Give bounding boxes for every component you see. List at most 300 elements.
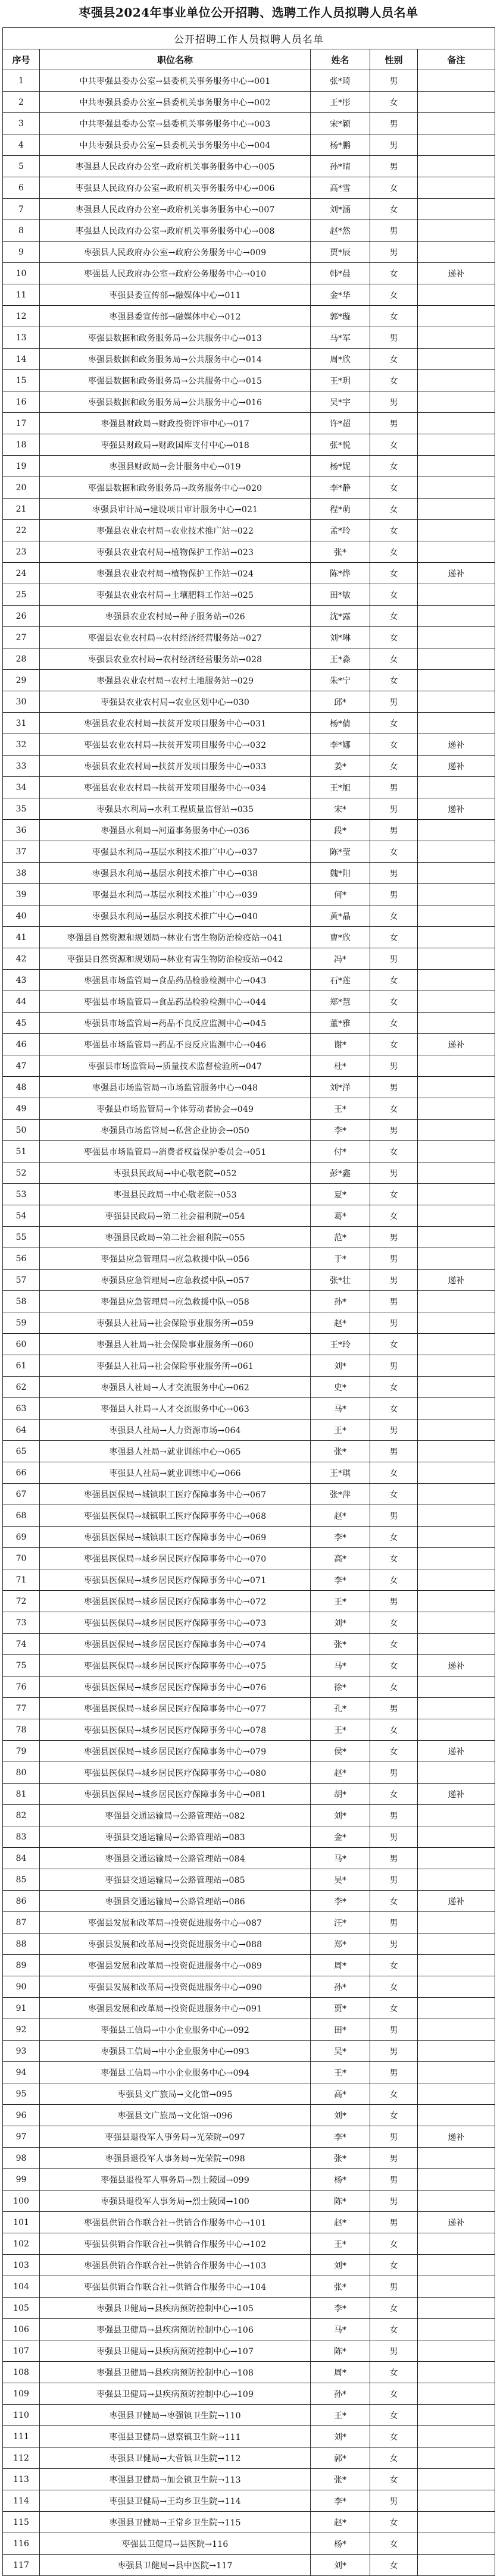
row-name: 周* (311, 1955, 370, 1976)
table-row (3, 370, 495, 391)
row-index: 74 (3, 1634, 40, 1655)
row-position: 枣强县退役军人事务局→烈士陵园→100 (40, 2190, 311, 2212)
table-row (3, 1141, 495, 1162)
row-gender: 女 (370, 606, 418, 627)
row-position: 枣强县民政局→第二社会福利院→055 (40, 1227, 311, 1248)
row-name: 高* (311, 1548, 370, 1569)
row-name: 沈*露 (311, 606, 370, 627)
row-remark (418, 2190, 495, 2212)
row-name: 李* (311, 2490, 370, 2512)
table-row (3, 1013, 495, 1034)
row-gender: 女 (370, 970, 418, 991)
row-remark (418, 1248, 495, 1270)
row-index: 77 (3, 1698, 40, 1719)
table-row (3, 1505, 495, 1527)
table-row (3, 1398, 495, 1419)
table-row (3, 841, 495, 863)
row-remark (418, 456, 495, 477)
table-row (3, 1270, 495, 1291)
row-name: 范* (311, 1227, 370, 1248)
row-remark (418, 1955, 495, 1976)
row-remark (418, 70, 495, 92)
row-position: 枣强县医保局→城乡居民医疗保障事务中心→075 (40, 1655, 311, 1676)
row-name: 王*淼 (311, 648, 370, 670)
row-gender: 女 (370, 1612, 418, 1634)
row-index: 40 (3, 905, 40, 927)
row-position: 枣强县退役军人事务局→光荣院→098 (40, 2148, 311, 2169)
row-index: 112 (3, 2447, 40, 2469)
row-name: 张* (311, 2276, 370, 2298)
row-remark: 递补 (418, 798, 495, 820)
table-row (3, 327, 495, 349)
row-remark (418, 1484, 495, 1505)
row-index: 101 (3, 2212, 40, 2233)
row-index: 43 (3, 970, 40, 991)
row-position: 枣强县民政局→中心敬老院→053 (40, 1184, 311, 1205)
row-remark (418, 627, 495, 648)
row-index: 35 (3, 798, 40, 820)
row-gender: 男 (370, 691, 418, 713)
row-position: 枣强县水利局→河道事务服务中心→036 (40, 820, 311, 841)
row-remark: 递补 (418, 263, 495, 284)
row-remark (418, 1312, 495, 1334)
row-remark (418, 349, 495, 370)
table-row (3, 1826, 495, 1848)
row-name: 谢* (311, 1034, 370, 1055)
row-position: 枣强县人民政府办公室→政府机关事务服务中心→007 (40, 199, 311, 220)
row-index: 80 (3, 1762, 40, 1784)
row-remark (418, 1162, 495, 1184)
row-index: 107 (3, 2340, 40, 2362)
row-name: 郭* (311, 2447, 370, 2469)
table-row (3, 1591, 495, 1612)
table-row (3, 756, 495, 777)
row-index: 114 (3, 2490, 40, 2512)
row-position: 枣强县市场监管局→质量技术监督检验所→047 (40, 1055, 311, 1077)
row-position: 枣强县医保局→城乡居民医疗保障事务中心→078 (40, 1719, 311, 1741)
row-remark (418, 391, 495, 413)
table-row (3, 2148, 495, 2169)
row-name: 李* (311, 1891, 370, 1912)
row-index: 83 (3, 1826, 40, 1848)
table-row (3, 177, 495, 199)
table-row (3, 670, 495, 691)
row-index: 52 (3, 1162, 40, 1184)
row-gender: 男 (370, 1698, 418, 1719)
row-remark: 递补 (418, 1655, 495, 1676)
row-gender: 女 (370, 756, 418, 777)
row-position: 枣强县卫健局→县疾病预防控制中心→109 (40, 2383, 311, 2405)
row-name: 张* (311, 1441, 370, 1462)
row-name: 陈* (311, 2340, 370, 2362)
row-name: 姜* (311, 756, 370, 777)
row-index: 44 (3, 991, 40, 1013)
row-gender: 男 (370, 1120, 418, 1141)
table-row (3, 477, 495, 499)
row-remark (418, 1676, 495, 1698)
table-row (3, 220, 495, 242)
row-index: 72 (3, 1591, 40, 1612)
table-row (3, 1548, 495, 1569)
row-index: 50 (3, 1120, 40, 1141)
row-index: 90 (3, 1976, 40, 1998)
row-name: 刘* (311, 2555, 370, 2576)
row-gender: 女 (370, 2319, 418, 2340)
row-gender: 女 (370, 1334, 418, 1355)
row-name: 魏*阳 (311, 863, 370, 884)
row-name: 李* (311, 1527, 370, 1548)
row-remark (418, 541, 495, 563)
row-gender: 男 (370, 113, 418, 134)
row-gender: 男 (370, 2041, 418, 2062)
row-gender: 男 (370, 1848, 418, 1869)
row-remark (418, 2083, 495, 2105)
table-row (3, 777, 495, 798)
row-name: 王* (311, 1719, 370, 1741)
row-name: 孔* (311, 1698, 370, 1719)
col-header-name: 姓名 (311, 49, 370, 70)
row-index: 25 (3, 584, 40, 606)
row-position: 枣强县卫健局→县疾病预防控制中心→106 (40, 2319, 311, 2340)
row-index: 28 (3, 648, 40, 670)
row-position: 枣强县医保局→城乡居民医疗保障事务中心→077 (40, 1698, 311, 1719)
row-remark: 递补 (418, 2126, 495, 2148)
row-gender: 女 (370, 2298, 418, 2319)
row-position: 枣强县民政局→第二社会福利院→054 (40, 1205, 311, 1227)
row-name: 马*军 (311, 327, 370, 349)
row-index: 8 (3, 220, 40, 242)
table-row (3, 541, 495, 563)
row-name: 郭*璇 (311, 306, 370, 327)
table-row (3, 905, 495, 927)
row-position: 枣强县水利局→基层水利技术推广中心→039 (40, 884, 311, 905)
row-index: 48 (3, 1077, 40, 1098)
row-position: 枣强县财政局→会计服务中心→019 (40, 456, 311, 477)
row-index: 34 (3, 777, 40, 798)
row-name: 宋*颖 (311, 113, 370, 134)
table-row (3, 1612, 495, 1634)
table-row (3, 2469, 495, 2490)
row-position: 枣强县应急管理局→应急救援中队→058 (40, 1291, 311, 1312)
table-row (3, 499, 495, 520)
row-index: 75 (3, 1655, 40, 1676)
row-gender: 女 (370, 713, 418, 734)
row-gender: 女 (370, 1398, 418, 1419)
row-position: 枣强县水利局→基层水利技术推广中心→037 (40, 841, 311, 863)
row-index: 36 (3, 820, 40, 841)
row-name: 周*欣 (311, 349, 370, 370)
row-gender: 女 (370, 1013, 418, 1034)
row-name: 张*壮 (311, 1270, 370, 1291)
row-position: 枣强县财政局→财政投资评审中心→017 (40, 413, 311, 434)
table-row (3, 1184, 495, 1205)
row-position: 枣强县卫健局→县疾病预防控制中心→107 (40, 2340, 311, 2362)
row-name: 马* (311, 2319, 370, 2340)
row-name: 马* (311, 1848, 370, 1869)
row-position: 枣强县医保局→城乡居民医疗保障事务中心→071 (40, 1569, 311, 1591)
row-position: 枣强县退役军人事务局→烈士陵园→099 (40, 2169, 311, 2190)
row-name: 孙* (311, 1291, 370, 1312)
table-row (3, 2405, 495, 2426)
row-index: 29 (3, 670, 40, 691)
row-name: 刘*琳 (311, 627, 370, 648)
row-position: 枣强县自然资源和规划局→林业有害生物防治检疫站→042 (40, 948, 311, 970)
row-index: 38 (3, 863, 40, 884)
row-position: 枣强县农业农村局→扶贫开发项目服务中心→032 (40, 734, 311, 756)
row-index: 109 (3, 2383, 40, 2405)
row-name: 杨*妮 (311, 456, 370, 477)
table-row (3, 970, 495, 991)
row-position: 枣强县农业农村局→农村经济经营服务站→028 (40, 648, 311, 670)
table-row (3, 1784, 495, 1805)
row-gender: 女 (370, 1634, 418, 1655)
hire-list-table (2, 27, 495, 2576)
row-index: 73 (3, 1612, 40, 1634)
table-row (3, 92, 495, 113)
row-gender: 女 (370, 841, 418, 863)
table-row (3, 1933, 495, 1955)
row-gender: 男 (370, 2126, 418, 2148)
row-gender: 女 (370, 1548, 418, 1569)
row-remark (418, 1205, 495, 1227)
row-index: 61 (3, 1355, 40, 1377)
row-remark (418, 1055, 495, 1077)
row-gender: 女 (370, 1141, 418, 1162)
row-name: 张* (311, 2469, 370, 2490)
row-name: 吴* (311, 1869, 370, 1891)
row-position: 枣强县人民政府办公室→政府机关事务服务中心→008 (40, 220, 311, 242)
row-position: 枣强县数据和政务服务局→公共服务中心→014 (40, 349, 311, 370)
row-index: 45 (3, 1013, 40, 1034)
row-index: 2 (3, 92, 40, 113)
table-row (3, 2169, 495, 2190)
row-name: 张*悦 (311, 434, 370, 456)
row-remark (418, 841, 495, 863)
row-gender: 女 (370, 627, 418, 648)
table-row (3, 927, 495, 948)
table-row (3, 2212, 495, 2233)
row-name: 陈* (311, 2190, 370, 2212)
row-position: 枣强县发展和改革局→投资促进服务中心→088 (40, 1933, 311, 1955)
row-name: 李*娜 (311, 734, 370, 756)
row-index: 1 (3, 70, 40, 92)
row-name: 朱*宁 (311, 670, 370, 691)
row-position: 枣强县医保局→城乡居民医疗保障事务中心→079 (40, 1741, 311, 1762)
row-index: 46 (3, 1034, 40, 1055)
row-gender: 女 (370, 2405, 418, 2426)
row-position: 枣强县审计局→建设项目审计服务中心→021 (40, 499, 311, 520)
table-row (3, 1098, 495, 1120)
row-name: 彭*鑫 (311, 1162, 370, 1184)
row-gender: 女 (370, 2469, 418, 2490)
row-gender: 女 (370, 1205, 418, 1227)
row-remark (418, 2447, 495, 2469)
row-remark: 递补 (418, 756, 495, 777)
row-index: 16 (3, 391, 40, 413)
row-name: 吴* (311, 2041, 370, 2062)
row-gender: 男 (370, 1055, 418, 1077)
row-position: 枣强县供销合作联合社→供销合作服务中心→103 (40, 2255, 311, 2276)
row-position: 枣强县交通运输局→公路管理站→082 (40, 1805, 311, 1826)
row-index: 31 (3, 713, 40, 734)
table-row (3, 113, 495, 134)
row-gender: 女 (370, 2255, 418, 2276)
row-name: 杨* (311, 2169, 370, 2190)
row-index: 92 (3, 2019, 40, 2041)
row-gender: 女 (370, 2512, 418, 2533)
row-index: 106 (3, 2319, 40, 2340)
row-position: 枣强县卫健局→县医院→116 (40, 2533, 311, 2555)
row-position: 枣强县水利局→基层水利技术推广中心→038 (40, 863, 311, 884)
row-name: 刘* (311, 2105, 370, 2126)
row-gender: 女 (370, 370, 418, 391)
row-index: 96 (3, 2105, 40, 2126)
row-remark (418, 1141, 495, 1162)
row-index: 4 (3, 134, 40, 156)
table-row (3, 1527, 495, 1548)
row-remark (418, 1912, 495, 1933)
row-gender: 男 (370, 1505, 418, 1527)
row-gender: 女 (370, 1955, 418, 1976)
table-row (3, 2512, 495, 2533)
row-remark (418, 1441, 495, 1462)
row-index: 116 (3, 2533, 40, 2555)
row-gender: 女 (370, 1527, 418, 1548)
row-name: 刘*涵 (311, 199, 370, 220)
row-position: 枣强县农业农村局→农村经济经营服务站→027 (40, 627, 311, 648)
row-gender: 女 (370, 434, 418, 456)
row-index: 113 (3, 2469, 40, 2490)
row-name: 刘* (311, 1612, 370, 1634)
table-row (3, 1655, 495, 1676)
row-remark (418, 1462, 495, 1484)
row-gender: 女 (370, 2105, 418, 2126)
row-name: 李* (311, 1120, 370, 1141)
row-position: 枣强县卫健局→县疾病预防控制中心→108 (40, 2362, 311, 2383)
row-name: 胡* (311, 1784, 370, 1805)
row-remark (418, 1848, 495, 1869)
row-gender: 女 (370, 2383, 418, 2405)
row-index: 103 (3, 2255, 40, 2276)
row-position: 枣强县市场监管局→个体劳动者协会→049 (40, 1098, 311, 1120)
row-gender: 女 (370, 734, 418, 756)
row-gender: 女 (370, 284, 418, 306)
row-remark (418, 991, 495, 1013)
row-position: 枣强县卫健局→县中医院→117 (40, 2555, 311, 2576)
table-row (3, 2062, 495, 2083)
row-index: 64 (3, 1419, 40, 1441)
row-index: 87 (3, 1912, 40, 1933)
row-position: 枣强县人社局→社会保险事业服务所→059 (40, 1312, 311, 1334)
row-position: 枣强县人民政府办公室→政府公务服务中心→010 (40, 263, 311, 284)
table-row (3, 1205, 495, 1227)
table-row (3, 734, 495, 756)
row-name: 赵* (311, 2512, 370, 2533)
row-remark (418, 1398, 495, 1419)
row-position: 枣强县农业农村局→扶贫开发项目服务中心→031 (40, 713, 311, 734)
row-gender: 男 (370, 1912, 418, 1933)
row-index: 23 (3, 541, 40, 563)
row-position: 枣强县数据和政务服务局→政务服务中心→020 (40, 477, 311, 499)
row-gender: 女 (370, 584, 418, 606)
row-name: 周* (311, 2362, 370, 2383)
row-gender: 男 (370, 70, 418, 92)
table-row (3, 134, 495, 156)
table-row (3, 691, 495, 713)
row-index: 33 (3, 756, 40, 777)
row-remark (418, 1013, 495, 1034)
row-name: 赵* (311, 1505, 370, 1527)
row-remark: 递补 (418, 1891, 495, 1912)
row-gender: 男 (370, 1591, 418, 1612)
row-gender: 女 (370, 563, 418, 584)
table-row (3, 2319, 495, 2340)
row-index: 26 (3, 606, 40, 627)
row-position: 枣强县市场监管局→食品药品检验检测中心→044 (40, 991, 311, 1013)
row-position: 枣强县供销合作联合社→供销合作服务中心→101 (40, 2212, 311, 2233)
row-gender: 女 (370, 456, 418, 477)
row-name: 孙* (311, 1976, 370, 1998)
row-name: 杨*倩 (311, 713, 370, 734)
row-name: 金*华 (311, 284, 370, 306)
row-gender: 男 (370, 1441, 418, 1462)
row-name: 董*雅 (311, 1013, 370, 1034)
table-row (3, 2083, 495, 2105)
row-remark (418, 413, 495, 434)
table-row (3, 1120, 495, 1141)
row-remark (418, 2426, 495, 2447)
row-position: 枣强县文广旅局→文化馆→096 (40, 2105, 311, 2126)
row-remark (418, 1762, 495, 1784)
row-remark (418, 2469, 495, 2490)
row-position: 枣强县农业农村局→植物保护工作站→024 (40, 563, 311, 584)
row-index: 67 (3, 1484, 40, 1505)
table-row (3, 284, 495, 306)
row-gender: 男 (370, 2212, 418, 2233)
table-row (3, 1055, 495, 1077)
row-remark (418, 1933, 495, 1955)
row-position: 枣强县自然资源和规划局→林业有害生物防治检疫站→041 (40, 927, 311, 948)
row-gender: 男 (370, 1355, 418, 1377)
row-remark (418, 306, 495, 327)
row-remark (418, 1548, 495, 1569)
table-row (3, 1634, 495, 1655)
row-name: 王*琪 (311, 1462, 370, 1484)
row-name: 李* (311, 1569, 370, 1591)
row-position: 枣强县数据和政务服务局→公共服务中心→016 (40, 391, 311, 413)
row-name: 黄*晶 (311, 905, 370, 927)
row-gender: 女 (370, 1784, 418, 1805)
row-gender: 男 (370, 413, 418, 434)
table-row (3, 306, 495, 327)
row-name: 宋* (311, 798, 370, 820)
row-name: 高* (311, 2083, 370, 2105)
row-index: 91 (3, 1998, 40, 2019)
row-position: 枣强县卫健局→枣强镇卫生院→110 (40, 2405, 311, 2426)
row-gender: 男 (370, 1077, 418, 1098)
row-remark: 递补 (418, 1741, 495, 1762)
row-index: 58 (3, 1291, 40, 1312)
row-remark (418, 884, 495, 905)
row-name: 杨* (311, 2533, 370, 2555)
row-index: 86 (3, 1891, 40, 1912)
row-position: 枣强县人社局→社会保险事业服务所→061 (40, 1355, 311, 1377)
row-gender: 女 (370, 2555, 418, 2576)
row-gender: 女 (370, 1719, 418, 1741)
row-name: 孟*玲 (311, 520, 370, 541)
row-index: 93 (3, 2041, 40, 2062)
row-position: 中共枣强县委办公室→县委机关事务服务中心→003 (40, 113, 311, 134)
